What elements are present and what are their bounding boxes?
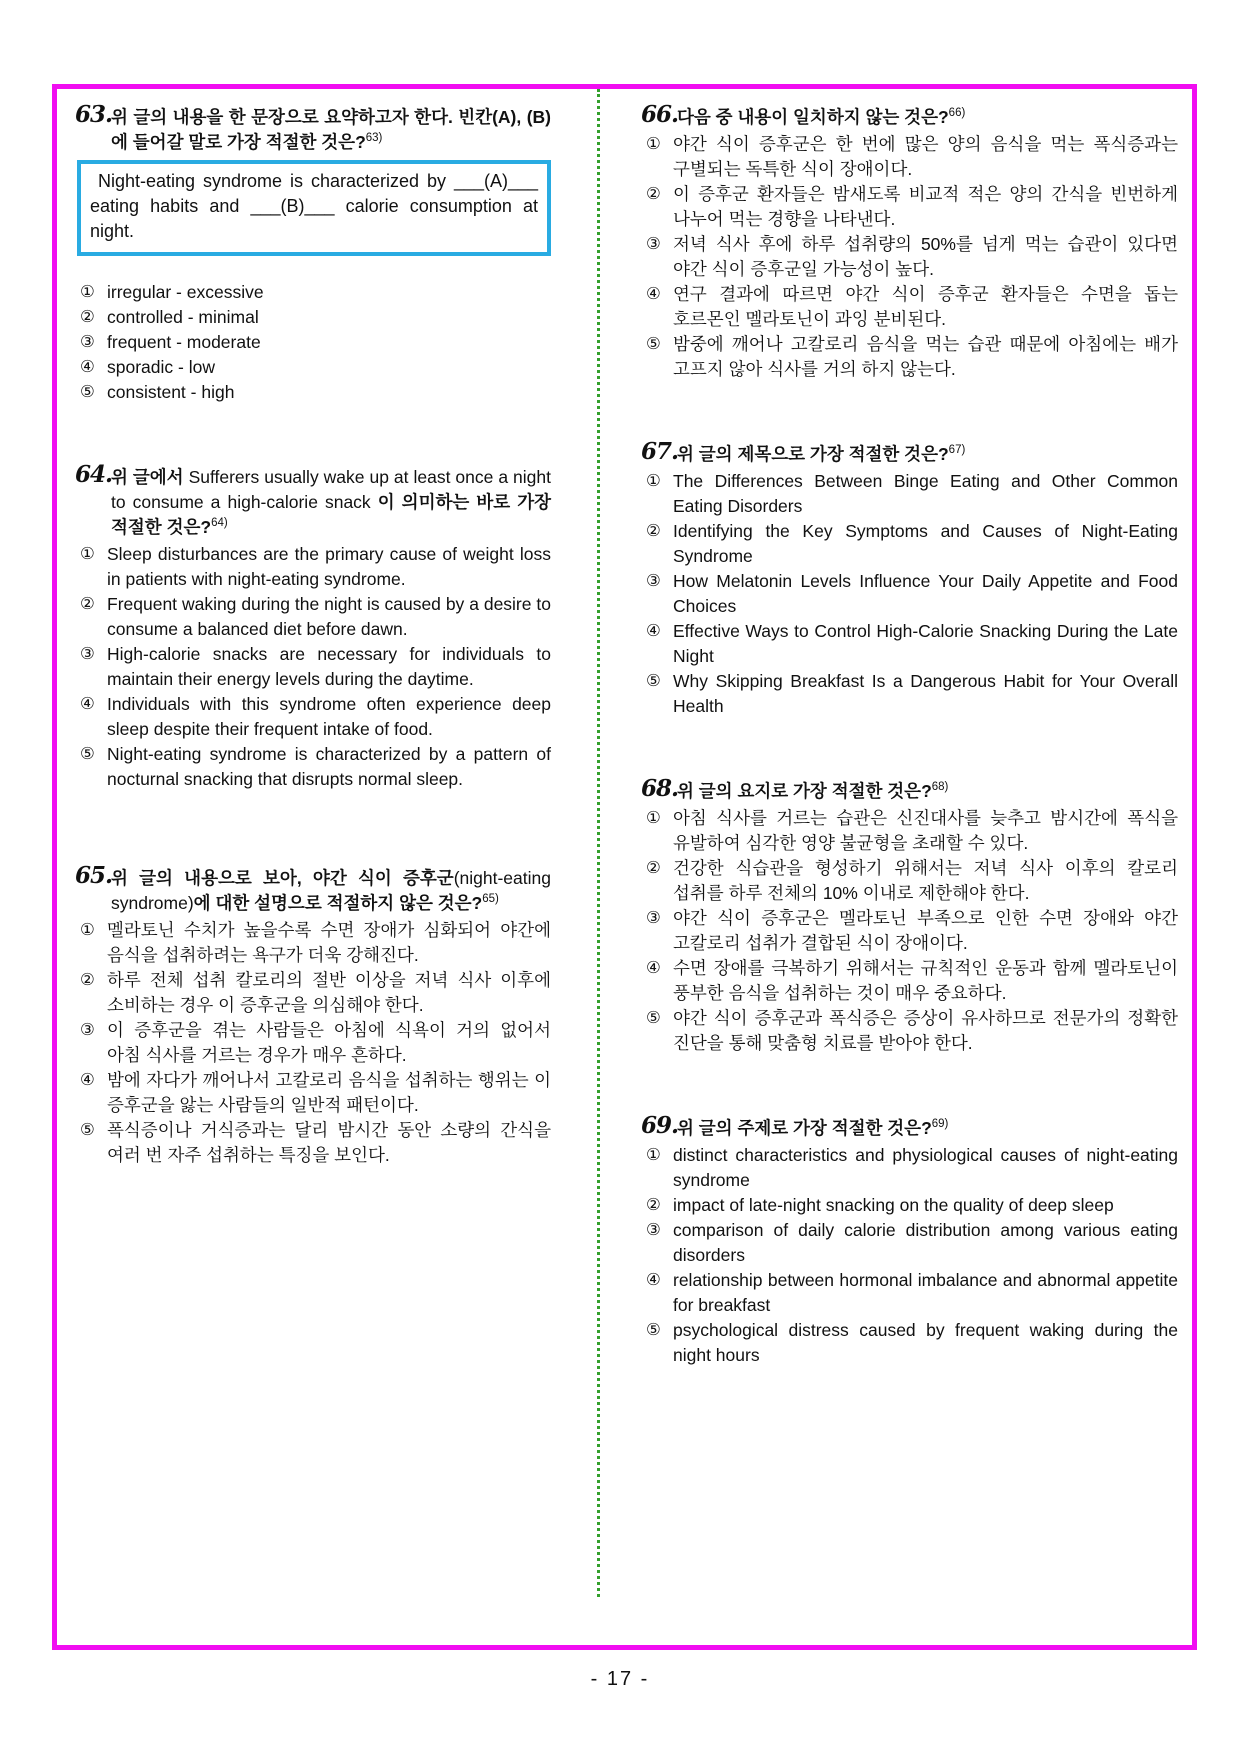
option-text: The Differences Between Binge Eating and Other Common Eating Disorders xyxy=(673,471,1178,516)
option-marker: ⑤ xyxy=(646,1009,661,1027)
question-title: 위 글에서 xyxy=(111,467,189,487)
option xyxy=(77,642,551,692)
question-number: 66. xyxy=(641,101,679,128)
question-65-header xyxy=(75,862,551,916)
option-text: relationship between hormonal imbalance and abnormal appetite for breakfast xyxy=(673,1270,1178,1315)
question-66-options xyxy=(643,132,1178,382)
option-text: 건강한 식습관을 형성하기 위해서는 저녁 식사 이후의 칼로리 섭취를 하루 전체의 10% 이내로 제한해야 한다. xyxy=(673,858,1178,903)
option xyxy=(643,806,1178,856)
option-marker: ⑤ xyxy=(80,745,95,763)
summary-box-text: Night-eating syndrome is characterized by ___(A)___ eating habits and ___(B)___ calorie consumption at night. xyxy=(90,171,538,241)
question-ref: 68) xyxy=(931,781,949,794)
question-64 xyxy=(75,461,551,792)
option xyxy=(643,1193,1178,1218)
option-text: 연구 결과에 따르면 야간 식이 증후군 환자들은 수면을 돕는 호르몬인 멜라토닌이 과잉 분비된다. xyxy=(673,284,1178,329)
option-text: 저녁 식사 후에 하루 섭취량의 50%를 넘게 먹는 습관이 있다면 야간 식이 증후군일 가능성이 높다. xyxy=(673,234,1178,279)
option-text: 밤중에 깨어나 고칼로리 음식을 먹는 습관 때문에 아침에는 배가 고프지 않아 식사를 거의 하지 않는다. xyxy=(673,334,1178,379)
option-text: distinct characteristics and physiological causes of night-eating syndrome xyxy=(673,1145,1178,1190)
option-text: Night-eating syndrome is characterized by a pattern of nocturnal snacking that disrupts normal sleep. xyxy=(107,744,551,789)
question-65-options xyxy=(77,918,551,1168)
option xyxy=(77,968,551,1018)
question-65 xyxy=(75,862,551,1168)
option xyxy=(643,469,1178,519)
option-text: 밤에 자다가 깨어나서 고칼로리 음식을 섭취하는 행위는 이 증후군을 앓는 사람들의 일반적 패턴이다. xyxy=(107,1070,551,1115)
question-64-header xyxy=(75,461,551,540)
option xyxy=(643,332,1178,382)
question-number: 69. xyxy=(641,1112,679,1139)
option-text: controlled - minimal xyxy=(107,307,259,327)
question-64-options xyxy=(77,542,551,792)
option-text: Effective Ways to Control High-Calorie Snacking During the Late Night xyxy=(673,621,1178,666)
option-marker: ⑤ xyxy=(80,383,95,401)
question-number: 63. xyxy=(75,101,113,128)
option xyxy=(643,1318,1178,1368)
question-66 xyxy=(641,101,1178,382)
option-marker: ④ xyxy=(80,695,95,713)
option xyxy=(77,280,551,305)
option xyxy=(643,1218,1178,1268)
option-text: How Melatonin Levels Influence Your Daily Appetite and Food Choices xyxy=(673,571,1178,616)
option xyxy=(643,619,1178,669)
option xyxy=(643,282,1178,332)
option-marker: ② xyxy=(80,971,95,989)
question-title: 위 글의 내용을 한 문장으로 요약하고자 한다. 빈칸(A), (B)에 들어갈 말로 가장 적절한 것은? xyxy=(111,107,551,152)
option-marker: ② xyxy=(80,595,95,613)
option-text: comparison of daily calorie distribution among various eating disorders xyxy=(673,1220,1178,1265)
option xyxy=(77,742,551,792)
option-marker: ① xyxy=(80,545,95,563)
option-marker: ① xyxy=(646,135,661,153)
option-marker: ① xyxy=(646,809,661,827)
option-marker: ④ xyxy=(646,1271,661,1289)
option-text: frequent - moderate xyxy=(107,332,261,352)
option-marker: ④ xyxy=(80,358,95,376)
option-text: 폭식증이나 거식증과는 달리 밤시간 동안 소량의 간식을 여러 번 자주 섭취하는 특징을 보인다. xyxy=(107,1120,551,1165)
option-marker: ② xyxy=(646,1196,661,1214)
option-text: 야간 식이 증후군은 멜라토닌 부족으로 인한 수면 장애와 야간 고칼로리 섭취가 결합된 식이 장애이다. xyxy=(673,908,1178,953)
option-text: 아침 식사를 거르는 습관은 신진대사를 늦추고 밤시간에 폭식을 유발하여 심각한 영양 불균형을 초래할 수 있다. xyxy=(673,808,1178,853)
option-text: irregular - excessive xyxy=(107,282,264,302)
option-text: Why Skipping Breakfast Is a Dangerous Habit for Your Overall Health xyxy=(673,671,1178,716)
option xyxy=(643,1006,1178,1056)
option-text: 하루 전체 섭취 칼로리의 절반 이상을 저녁 식사 이후에 소비하는 경우 이 증후군을 의심해야 한다. xyxy=(107,970,551,1015)
question-68-options xyxy=(643,806,1178,1056)
question-68-header xyxy=(641,775,1178,804)
question-number: 67. xyxy=(641,438,679,465)
question-68 xyxy=(641,775,1178,1056)
question-67-options xyxy=(643,469,1178,719)
question-title-english: Sufferers usually wake up at least once a night to consume a high-calorie snack xyxy=(111,467,551,512)
option-marker: ② xyxy=(80,308,95,326)
option-marker: ④ xyxy=(646,622,661,640)
option-marker: ② xyxy=(646,185,661,203)
option-text: 이 증후군 환자들은 밤새도록 비교적 적은 양의 간식을 빈번하게 나누어 먹는 경향을 나타낸다. xyxy=(673,184,1178,229)
question-67-header xyxy=(641,438,1178,467)
summary-box xyxy=(77,160,551,256)
option xyxy=(643,906,1178,956)
option-marker: ① xyxy=(80,283,95,301)
question-title: 위 글의 제목으로 가장 적절한 것은? xyxy=(677,444,949,464)
option xyxy=(77,305,551,330)
option-marker: ① xyxy=(80,921,95,939)
question-67 xyxy=(641,438,1178,719)
question-title-tail: 에 대한 설명으로 적절하지 않은 것은? xyxy=(193,893,483,913)
option-marker: ③ xyxy=(646,909,661,927)
question-ref: 69) xyxy=(931,1118,949,1131)
question-63-options xyxy=(77,280,551,405)
option-marker: ④ xyxy=(80,1071,95,1089)
option xyxy=(77,592,551,642)
option xyxy=(643,132,1178,182)
option-text: High-calorie snacks are necessary for individuals to maintain their energy levels during the daytime. xyxy=(107,644,551,689)
option xyxy=(643,1143,1178,1193)
question-ref: 65) xyxy=(482,893,499,906)
question-66-header xyxy=(641,101,1178,130)
option-text: Individuals with this syndrome often experience deep sleep despite their frequent intake of food. xyxy=(107,694,551,739)
option xyxy=(77,1018,551,1068)
option-text: 이 증후군을 겪는 사람들은 아침에 식욕이 거의 없어서 아침 식사를 거르는 경우가 매우 흔하다. xyxy=(107,1020,551,1065)
question-69-options xyxy=(643,1143,1178,1368)
question-title: 다음 중 내용이 일치하지 않는 것은? xyxy=(677,107,949,127)
question-69-header xyxy=(641,1112,1178,1141)
question-number: 65. xyxy=(75,862,113,889)
left-column xyxy=(57,89,597,1645)
option-marker: ③ xyxy=(646,235,661,253)
option-text: Frequent waking during the night is caused by a desire to consume a balanced diet before dawn. xyxy=(107,594,551,639)
option-text: impact of late-night snacking on the quality of deep sleep xyxy=(673,1195,1114,1215)
question-ref: 64) xyxy=(211,517,228,530)
option-text: 수면 장애를 극복하기 위해서는 규칙적인 운동과 함께 멜라토닌이 풍부한 음식을 섭취하는 것이 매우 중요하다. xyxy=(673,958,1178,1003)
option-marker: ⑤ xyxy=(646,672,661,690)
question-69 xyxy=(641,1112,1178,1368)
option xyxy=(643,956,1178,1006)
option xyxy=(643,182,1178,232)
option xyxy=(77,692,551,742)
option xyxy=(77,330,551,355)
question-ref: 66) xyxy=(948,107,966,120)
option xyxy=(643,232,1178,282)
question-title-tail: 이 의미하는 바로 가장 적절한 것은? xyxy=(111,492,551,537)
question-title: 위 글의 내용으로 보아, 야간 식이 증후군 xyxy=(111,868,454,888)
option-marker: ③ xyxy=(646,1221,661,1239)
option-marker: ③ xyxy=(80,333,95,351)
option-text: 멜라토닌 수치가 높을수록 수면 장애가 심화되어 야간에 음식을 섭취하려는 욕구가 더욱 강해진다. xyxy=(107,920,551,965)
option xyxy=(643,569,1178,619)
option xyxy=(643,519,1178,569)
option xyxy=(77,542,551,592)
question-63-header xyxy=(75,101,551,155)
option-marker: ① xyxy=(646,1146,661,1164)
option-text: Identifying the Key Symptoms and Causes of Night-Eating Syndrome xyxy=(673,521,1178,566)
option-marker: ⑤ xyxy=(80,1121,95,1139)
right-column xyxy=(600,89,1192,1645)
option-text: 야간 식이 증후군과 폭식증은 증상이 유사하므로 전문가의 정확한 진단을 통해 맞춤형 치료를 받아야 한다. xyxy=(673,1008,1178,1053)
option-marker: ③ xyxy=(646,572,661,590)
question-title: 위 글의 요지로 가장 적절한 것은? xyxy=(677,781,932,801)
option xyxy=(77,380,551,405)
option-marker: ④ xyxy=(646,959,661,977)
option-marker: ① xyxy=(646,472,661,490)
question-title-english: (night-eating syndrome) xyxy=(111,868,551,913)
option-text: psychological distress caused by frequent waking during the night hours xyxy=(673,1320,1178,1365)
option xyxy=(643,856,1178,906)
option xyxy=(77,918,551,968)
option-text: consistent - high xyxy=(107,382,235,402)
option-marker: ② xyxy=(646,522,661,540)
option-text: sporadic - low xyxy=(107,357,215,377)
option xyxy=(643,1268,1178,1318)
option-marker: ③ xyxy=(80,1021,95,1039)
option-text: 야간 식이 증후군은 한 번에 많은 양의 음식을 먹는 폭식증과는 구별되는 독특한 식이 장애이다. xyxy=(673,134,1178,179)
option-marker: ⑤ xyxy=(646,335,661,353)
option-text: Sleep disturbances are the primary cause of weight loss in patients with night-eating syndrome. xyxy=(107,544,551,589)
exam-page-frame xyxy=(52,84,1197,1650)
question-number: 68. xyxy=(641,775,679,802)
option xyxy=(643,669,1178,719)
option xyxy=(77,355,551,380)
option xyxy=(77,1068,551,1118)
option-marker: ⑤ xyxy=(646,1321,661,1339)
question-number: 64. xyxy=(75,461,113,488)
page-number: - 17 - xyxy=(590,1668,650,1690)
question-63 xyxy=(75,101,551,405)
question-ref: 63) xyxy=(365,132,383,145)
option xyxy=(77,1118,551,1168)
question-ref: 67) xyxy=(948,444,966,457)
option-marker: ② xyxy=(646,859,661,877)
option-marker: ③ xyxy=(80,645,95,663)
question-title: 위 글의 주제로 가장 적절한 것은? xyxy=(677,1118,932,1138)
option-marker: ④ xyxy=(646,285,661,303)
